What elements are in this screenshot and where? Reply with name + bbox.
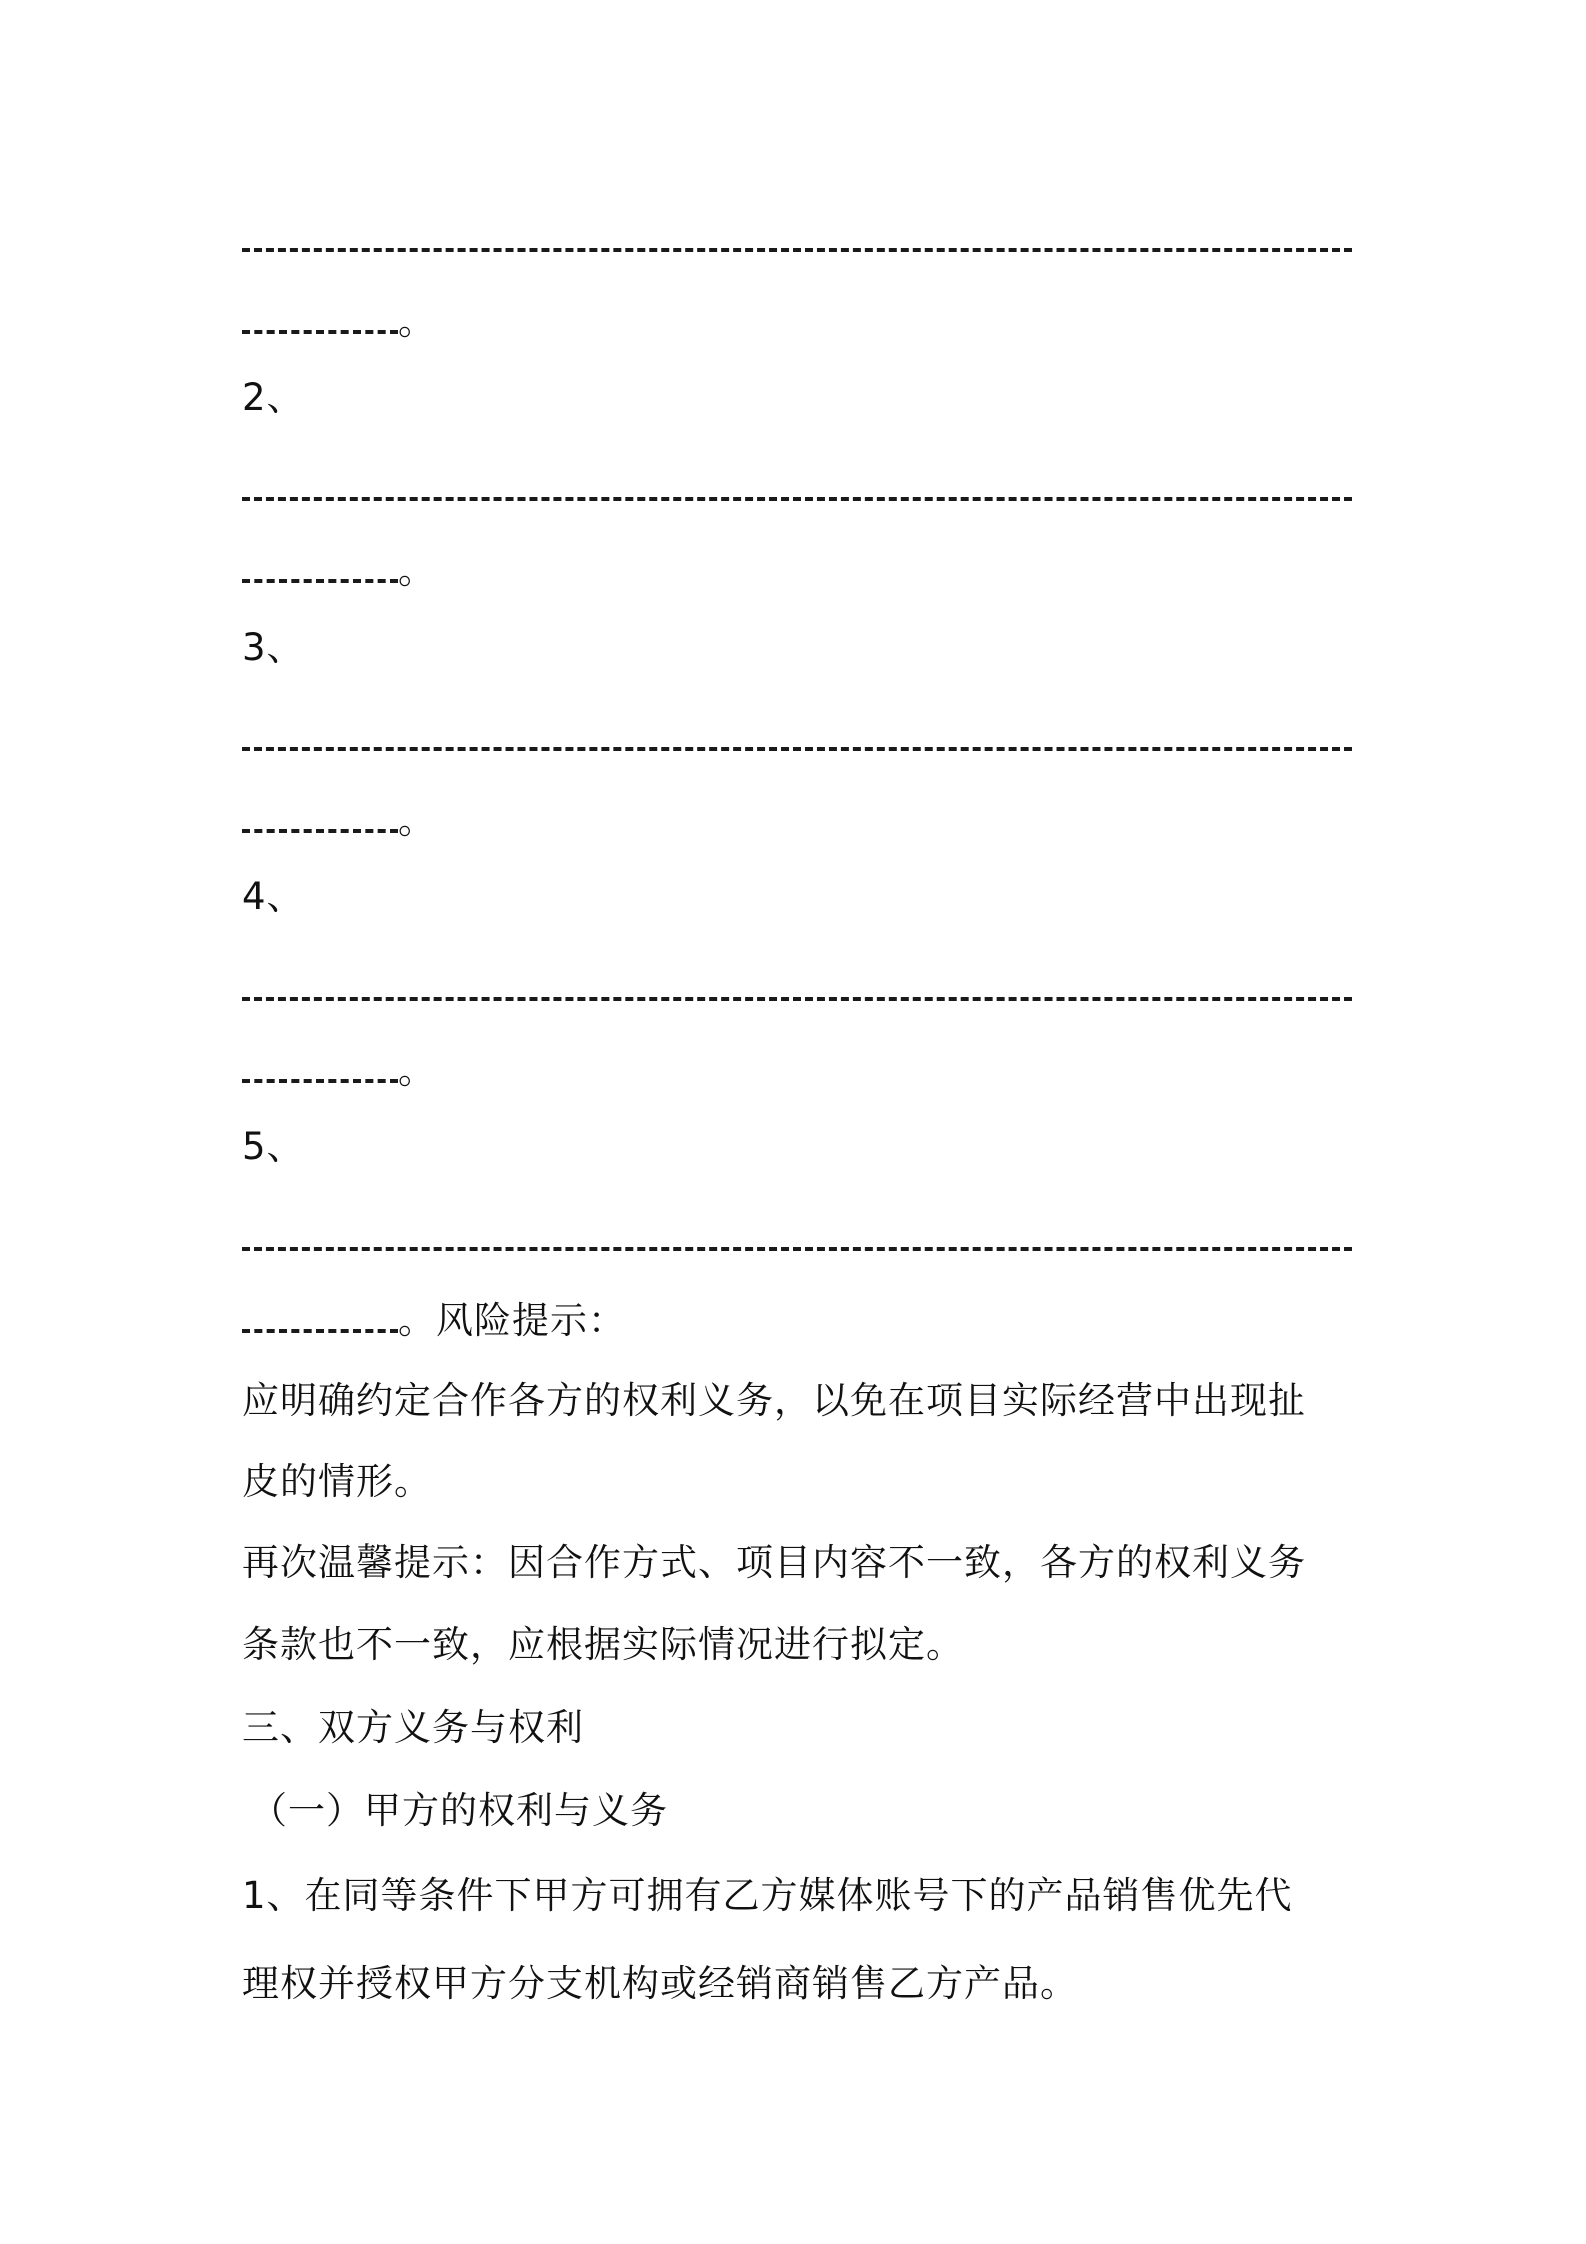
section-heading: 三、双方义务与权利 (242, 1706, 584, 1749)
risk-label: 风险提示： (436, 1299, 626, 1342)
period: 。 (398, 799, 436, 842)
period-with-risk-label (398, 1299, 626, 1343)
fill-blank-line (242, 1247, 1352, 1251)
period: 。 (398, 300, 436, 343)
reminder-text-line: 条款也不一致，应根据实际情况进行拟定。 (242, 1623, 964, 1666)
fill-blank-short (242, 1329, 398, 1333)
clause-text-line: 1、在同等条件下甲方可拥有乙方媒体账号下的产品销售优先代 (242, 1874, 1293, 1917)
period: 。 (398, 549, 436, 592)
fill-blank-short (242, 579, 398, 583)
period: 。 (398, 1049, 436, 1092)
fill-blank-short (242, 829, 398, 833)
period: 。 (398, 1299, 436, 1342)
fill-blank-line (242, 747, 1352, 751)
item-number: 5、 (242, 1125, 305, 1168)
item-number: 2、 (242, 376, 305, 419)
fill-blank-line (242, 497, 1352, 501)
item-number: 4、 (242, 875, 305, 918)
item-number: 3、 (242, 626, 305, 669)
fill-blank-line (242, 997, 1352, 1001)
clause-text-line: 理权并授权甲方分支机构或经销商销售乙方产品。 (242, 1962, 1078, 2005)
risk-text-line: 皮的情形。 (242, 1460, 432, 1503)
risk-text-line: 应明确约定合作各方的权利义务，以免在项目实际经营中出现扯 (242, 1379, 1306, 1422)
fill-blank-line (242, 248, 1352, 252)
fill-blank-short (242, 1079, 398, 1083)
fill-blank-short (242, 330, 398, 334)
reminder-text-line: 再次温馨提示：因合作方式、项目内容不一致，各方的权利义务 (242, 1541, 1306, 1584)
subsection-heading: （一）甲方的权利与义务 (250, 1789, 668, 1832)
